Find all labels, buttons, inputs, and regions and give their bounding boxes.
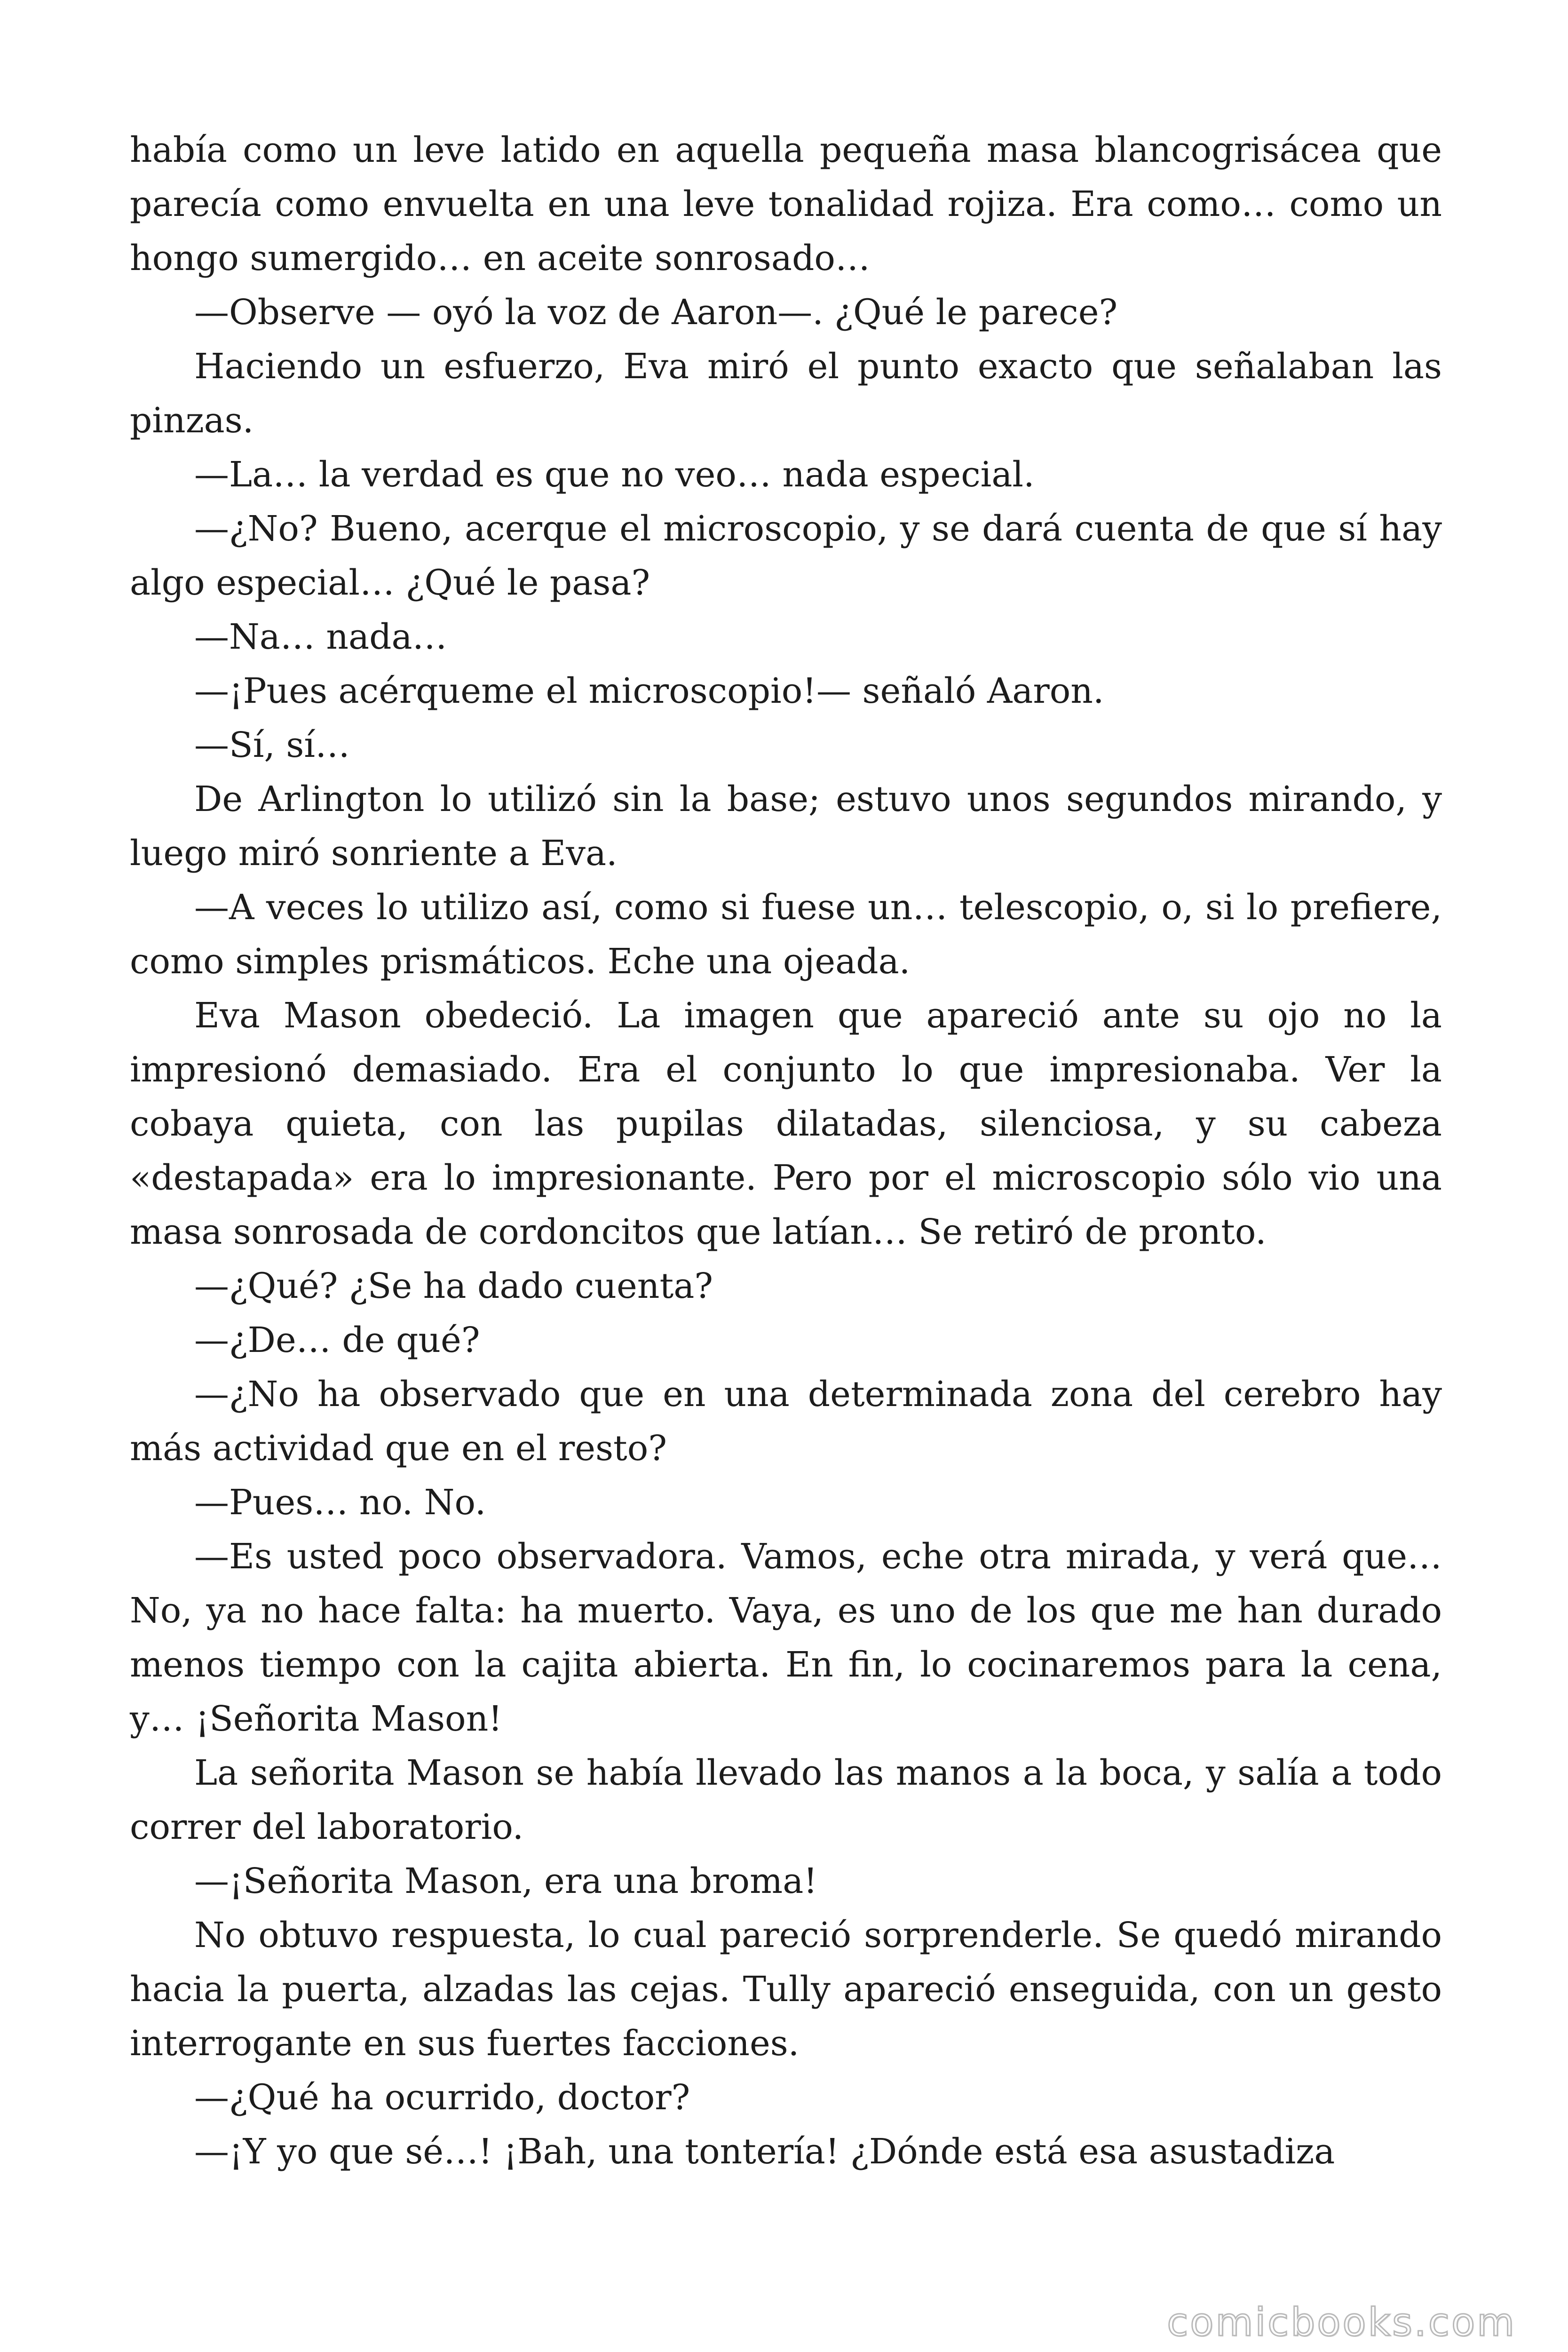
paragraph: De Arlington lo utilizó sin la base; estuvo unos segundos mirando, y luego miró sonriente a Eva. — [130, 779, 1442, 874]
paragraph: —Pues… no. No. — [194, 1482, 486, 1523]
paragraph: La señorita Mason se había llevado las manos a la boca, y salía a todo correr del laboratorio. — [130, 1753, 1442, 1847]
paragraph: Haciendo un esfuerzo, Eva miró el punto exacto que señalaban las pinzas. — [130, 346, 1442, 441]
paragraph: —La… la verdad es que no veo… nada especial. — [194, 454, 1035, 495]
paragraph: —Observe — oyó la voz de Aaron—. ¿Qué le parece? — [194, 292, 1118, 333]
paragraph: había como un leve latido en aquella pequeña masa blancogrisácea que parecía como envuelta en una leve tonalidad rojiza. Era como… como un hongo sumergido… en aceite sonrosado… — [130, 130, 1442, 278]
paragraph: —A veces lo utilizo así, como si fuese un… telescopio, o, si lo prefiere, como simples prismáticos. Eche una ojeada. — [130, 887, 1442, 982]
paragraph: —¡Pues acérqueme el microscopio!— señaló Aaron. — [194, 671, 1104, 711]
paragraph: —Es usted poco observadora. Vamos, eche otra mirada, y verá que… No, ya no hace falta: ha muerto. Vaya, es uno de los que me han durado menos tiempo con la cajita abierta. En fin, lo cocinaremos para la cena, y… ¡Señorita Mason! — [130, 1536, 1442, 1739]
page-body — [130, 123, 1442, 2179]
paragraph: —¿No ha observado que en una determinada zona del cerebro hay más actividad que en el resto? — [130, 1374, 1442, 1469]
watermark: comicbooks.com — [1167, 2300, 1516, 2345]
paragraph: —¿Qué? ¿Se ha dado cuenta? — [194, 1266, 713, 1306]
paragraph: —Na… nada… — [194, 617, 447, 657]
paragraph: Eva Mason obedeció. La imagen que apareció ante su ojo no la impresionó demasiado. Era el conjunto lo que impresionaba. Ver la cobaya quieta, con las pupilas dilatadas, silenciosa, y su cabeza «destapada» era lo impresionante. Pero por el microscopio sólo vio una masa sonrosada de cordoncitos que latían… Se retiró de pronto. — [130, 995, 1442, 1252]
paragraph: —¿Qué ha ocurrido, doctor? — [194, 2077, 690, 2118]
paragraph: —¿No? Bueno, acerque el microscopio, y se dará cuenta de que sí hay algo especial… ¿Qué le pasa? — [130, 509, 1442, 603]
paragraph: —¿De… de qué? — [194, 1320, 480, 1360]
paragraph: No obtuvo respuesta, lo cual pareció sorprenderle. Se quedó mirando hacia la puerta, alzadas las cejas. Tully apareció enseguida, con un gesto interrogante en sus fuertes facciones. — [130, 1915, 1442, 2064]
paragraph: —Sí, sí… — [194, 725, 350, 765]
paragraph: —¡Y yo que sé…! ¡Bah, una tontería! ¿Dónde está esa asustadiza — [194, 2131, 1335, 2172]
paragraph: —¡Señorita Mason, era una broma! — [194, 1861, 818, 1901]
